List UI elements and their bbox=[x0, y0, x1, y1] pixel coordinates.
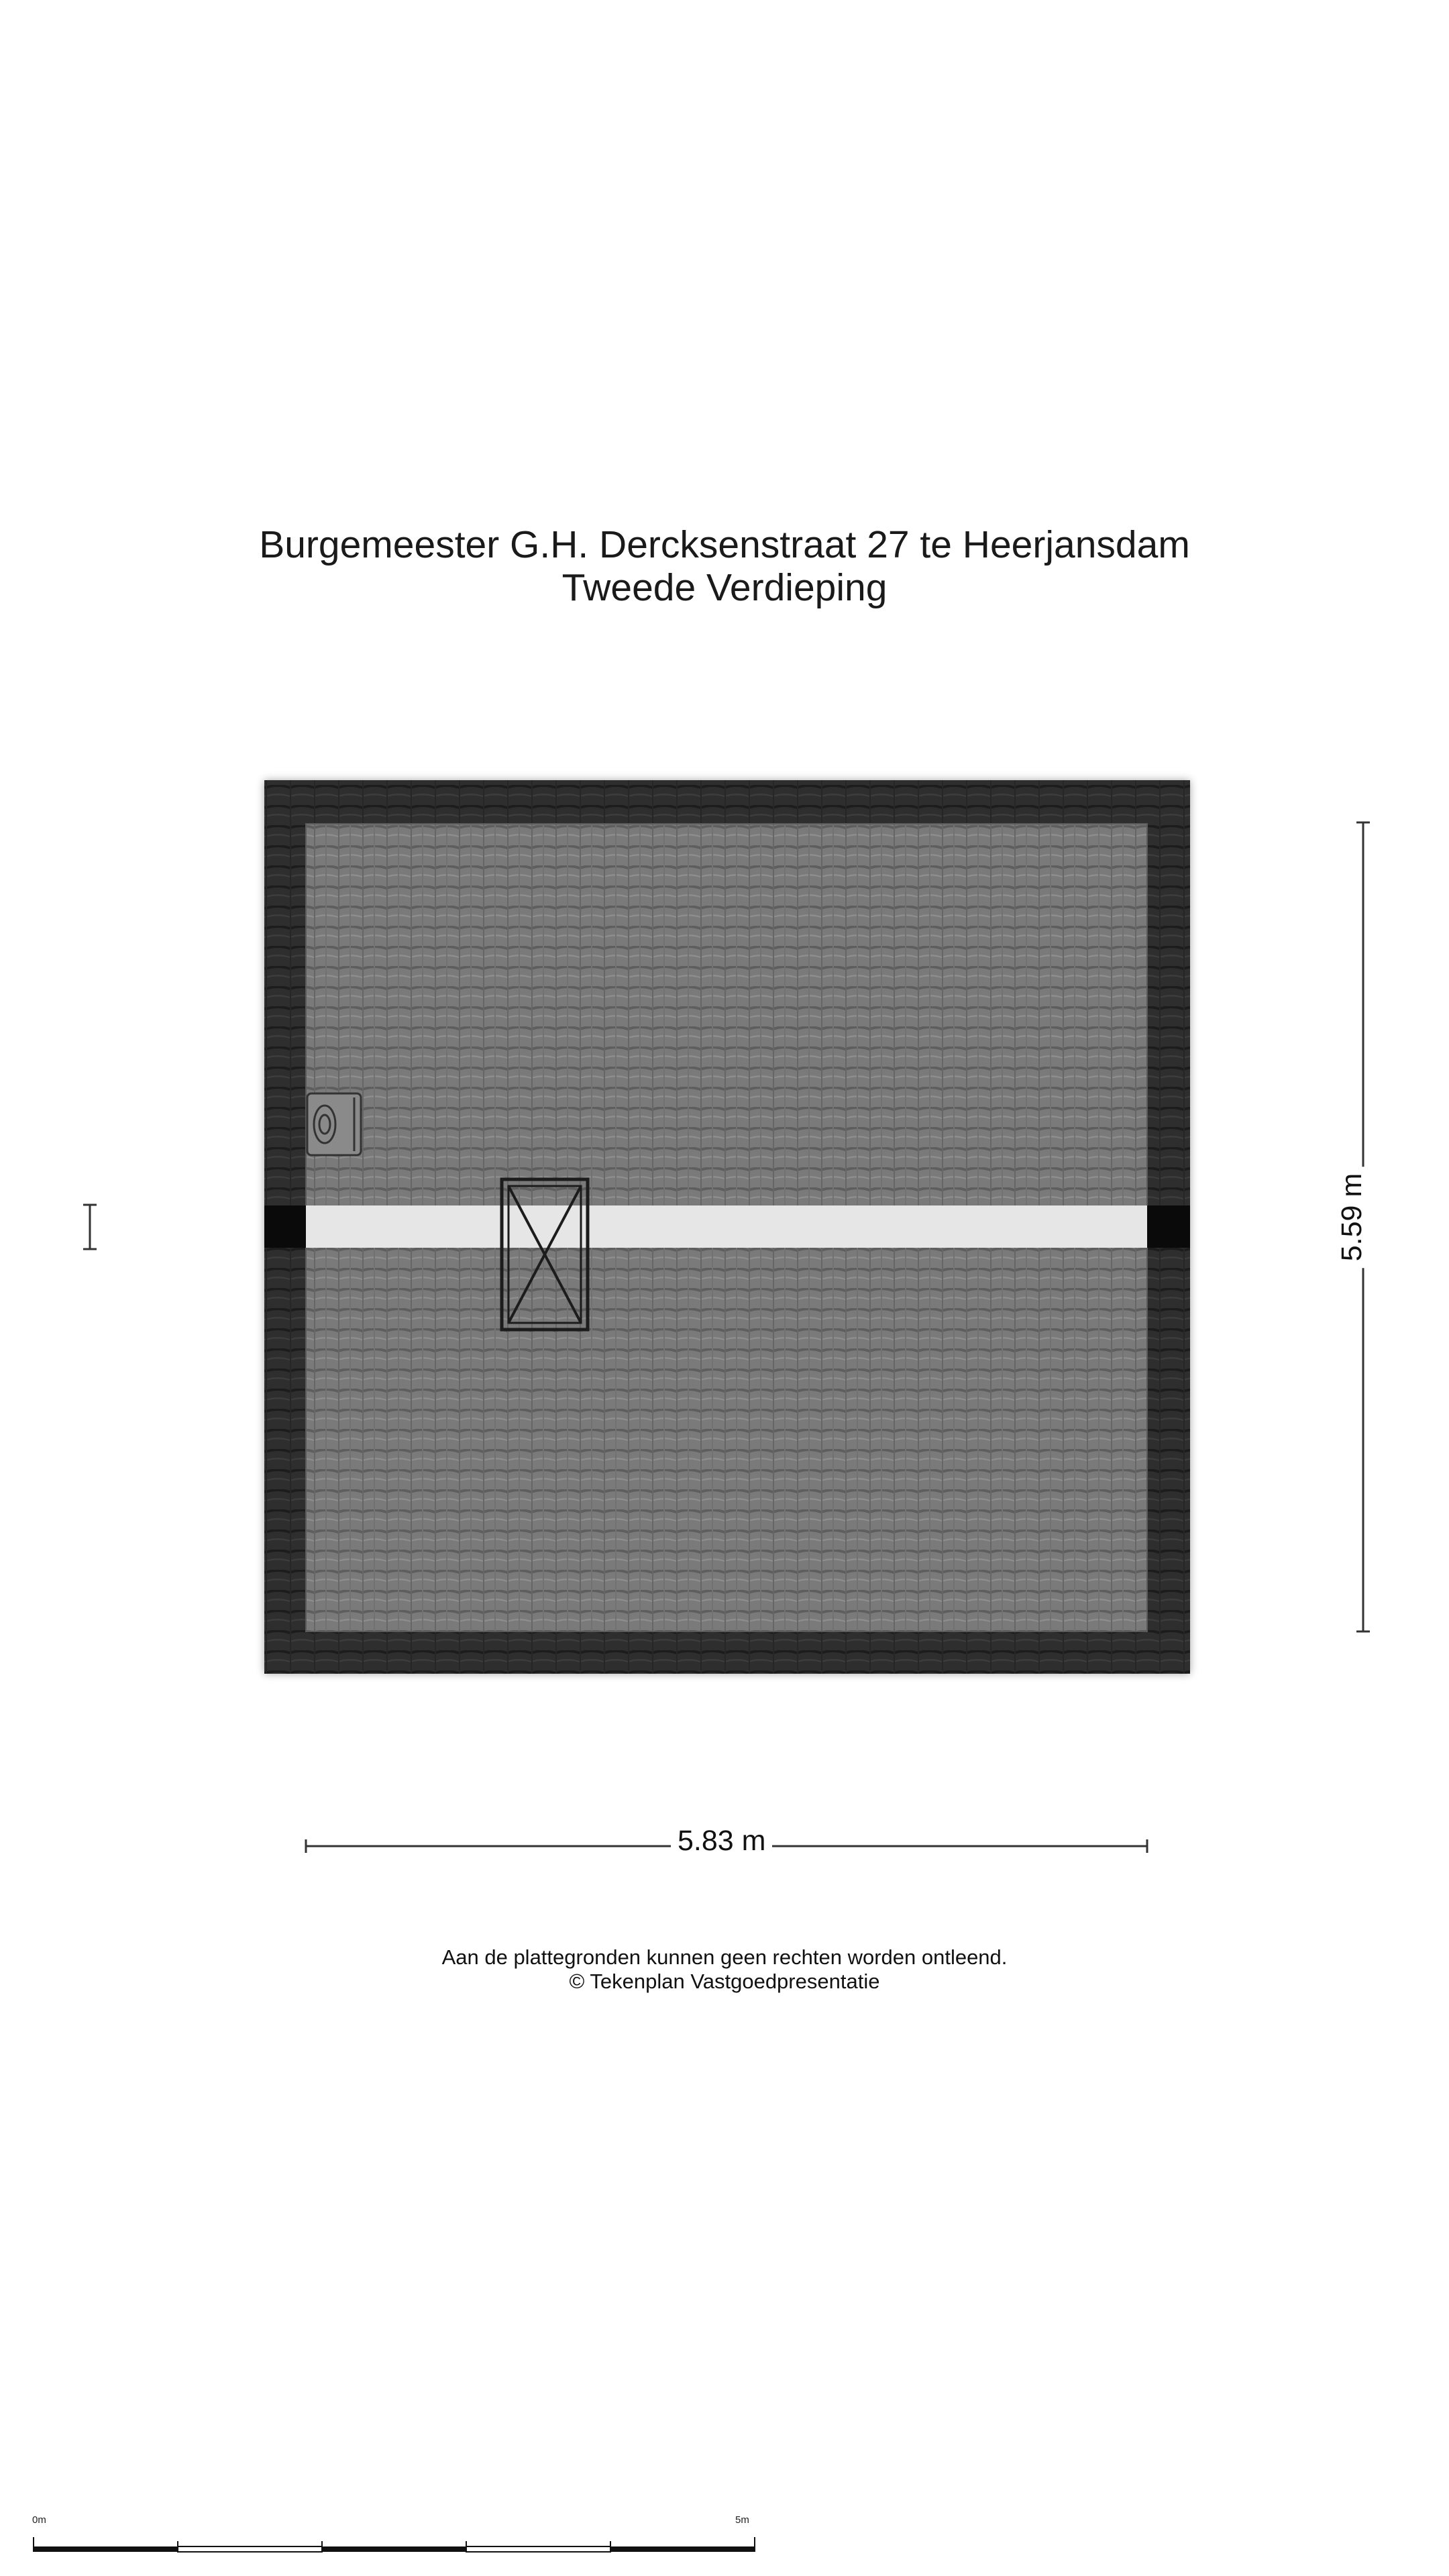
copyright-text: © Tekenplan Vastgoedpresentatie bbox=[569, 1970, 880, 1993]
height-dimension-label: 5.59 m bbox=[1336, 1167, 1368, 1268]
disclaimer-text: Aan de plattegronden kunnen geen rechten worden ontleend. bbox=[441, 1945, 1008, 1969]
boiler-symbol bbox=[307, 1093, 361, 1155]
floor-title: Tweede Verdieping bbox=[561, 566, 888, 609]
address-title: Burgemeester G.H. Dercksenstraat 27 te Heerjansdam bbox=[259, 523, 1190, 566]
roof-ridge bbox=[264, 1205, 1190, 1248]
scale-end-label: 5m bbox=[735, 2514, 749, 2526]
footer-notes bbox=[0, 1945, 1449, 1994]
scale-start-label: 0m bbox=[32, 2514, 46, 2526]
ridge-height-marker bbox=[83, 1205, 97, 1249]
width-dimension-label: 5.83 m bbox=[671, 1825, 772, 1858]
scale-bar bbox=[34, 2537, 755, 2552]
